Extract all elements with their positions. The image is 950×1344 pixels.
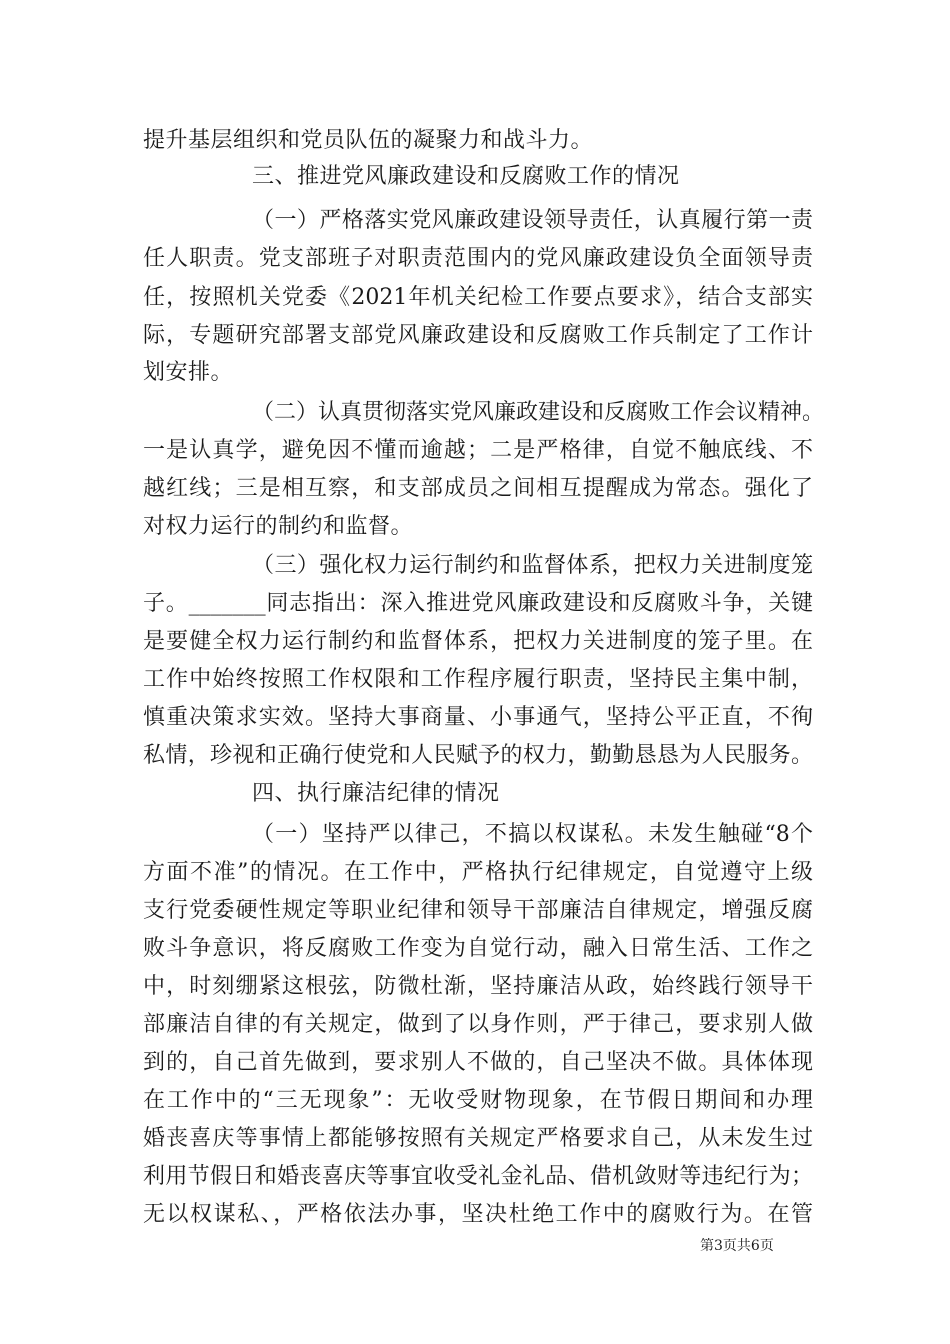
text-line: 一是认真学，避免因不懂而逾越；二是严格律，自觉不触底线、不 (143, 438, 813, 463)
text-line: （一）坚持严以律己，不搞以权谋私。未发生触碰“8个 (252, 822, 813, 847)
text-line: 在工作中的“三无现象”：无收受财物现象，在节假日期间和办理 (143, 1088, 813, 1113)
text-line: 划安排。 (143, 360, 234, 385)
text-line: （三）强化权力运行制约和监督体系，把权力关进制度笼 (252, 553, 813, 578)
text-line: 方面不准”的情况。在工作中，严格执行纪律规定，自觉遵守上级 (143, 860, 813, 885)
text-line: 支行党委硬性规定等职业纪律和领导干部廉洁自律规定，增强反腐 (143, 898, 813, 923)
text-line: 无以权谋私、，严格依法办事，坚决杜绝工作中的腐败行为。在管 (143, 1202, 813, 1227)
section-heading: 四、执行廉洁纪律的情况 (252, 781, 500, 806)
text-line: 提升基层组织和党员队伍的凝聚力和战斗力。 (143, 128, 594, 153)
text-line: 子。_______同志指出：深入推进党风廉政建设和反腐败斗争，关键 (143, 591, 813, 616)
text-line: 任，按照机关党委《2021年机关纪检工作要点要求》，结合支部实 (143, 285, 813, 310)
text-line: 部廉洁自律的有关规定，做到了以身作则，严于律己，要求别人做 (143, 1012, 813, 1037)
text-line: 到的，自己首先做到，要求别人不做的，自己坚决不做。具体体现 (143, 1050, 813, 1075)
text-line: （一）严格落实党风廉政建设领导责任，认真履行第一责 (252, 208, 813, 233)
text-line: 越红线；三是相互察，和支部成员之间相互提醒成为常态。强化了 (143, 476, 813, 501)
text-line: 婚丧喜庆等事情上都能够按照有关规定严格要求自己，从未发生过 (143, 1126, 813, 1151)
text-line: 慎重决策求实效。坚持大事商量、小事通气，坚持公平正直，不徇 (143, 705, 813, 730)
text-line: 利用节假日和婚丧喜庆等事宜收受礼金礼品、借机敛财等违纪行为； (143, 1164, 813, 1189)
text-line: 中，时刻绷紧这根弦，防微杜渐，坚持廉洁从政，始终践行领导干 (143, 974, 813, 999)
text-line: 对权力运行的制约和监督。 (143, 514, 414, 539)
page-footer: 第3页共6页 (700, 1238, 774, 1254)
text-line: 私情，珍视和正确行使党和人民赋予的权力，勤勤恳恳为人民服务。 (143, 743, 813, 768)
section-heading: 三、推进党风廉政建设和反腐败工作的情况 (252, 164, 680, 189)
text-line: 工作中始终按照工作权限和工作程序履行职责，坚持民主集中制， (143, 667, 813, 692)
text-line: 是要健全权力运行制约和监督体系，把权力关进制度的笼子里。在 (143, 629, 813, 654)
text-line: 际，专题研究部署支部党风廉政建设和反腐败工作兵制定了工作计 (143, 323, 813, 348)
text-line: （二）认真贯彻落实党风廉政建设和反腐败工作会议精神。 (252, 400, 825, 425)
text-line: 败斗争意识，将反腐败工作变为自觉行动，融入日常生活、工作之 (143, 936, 813, 961)
text-line: 任人职责。党支部班子对职责范围内的党风廉政建设负全面领导责 (143, 246, 813, 271)
